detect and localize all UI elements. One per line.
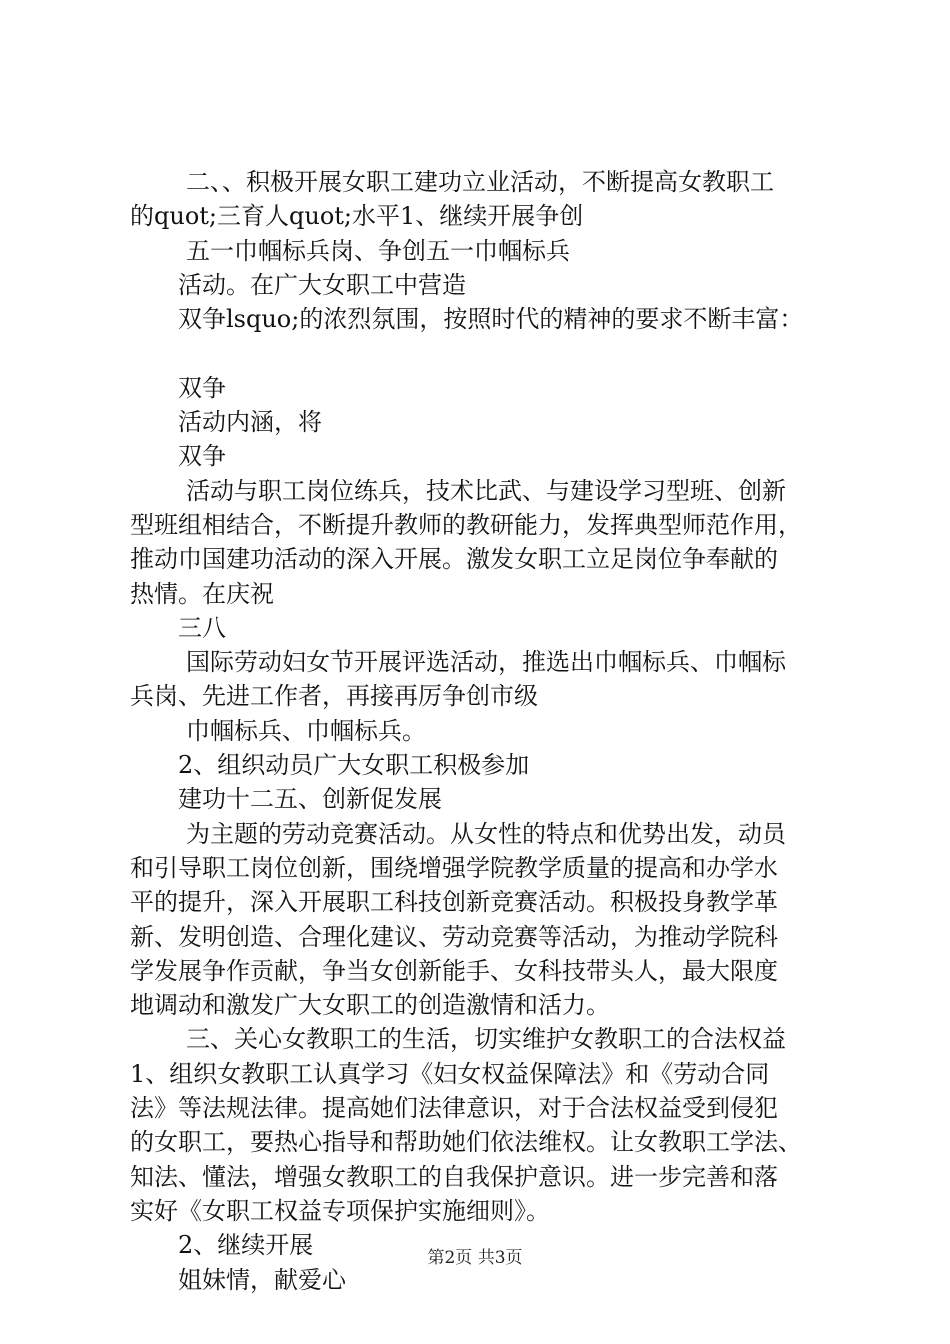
- text-line: 国际劳动妇女节开展评选活动，推选出巾帼标兵、巾帼标: [186, 648, 786, 677]
- page-number-footer: 第2页 共3页: [427, 1248, 523, 1268]
- text-line: 二、、积极开展女职工建功立业活动，不断提高女教职工: [186, 168, 774, 196]
- text-line: 活动。在广大女职工中营造: [178, 270, 466, 299]
- text-line: 热情。在庆祝: [130, 579, 274, 608]
- text-line: 五一巾帼标兵岗、争创五一巾帼标兵: [186, 236, 570, 265]
- text-line: 活动与职工岗位练兵，技术比武、与建设学习型班、创新: [186, 476, 786, 505]
- text-line: 和引导职工岗位创新，围绕增强学院教学质量的提高和办学水: [130, 853, 778, 882]
- text-line: 建功十二五、创新促发展: [178, 785, 442, 814]
- text-line: 活动内涵，将: [178, 408, 322, 437]
- text-line: 双争: [178, 442, 226, 471]
- text-line: 知法、懂法，增强女教职工的自我保护意识。进一步完善和落: [130, 1162, 778, 1191]
- text-line: 型班组相结合，不断提升教师的教研能力，发挥典型师范作用，: [130, 510, 802, 539]
- text-line: 姐妹情，献爱心: [178, 1265, 346, 1294]
- text-line: 学发展争作贡献，争当女创新能手、女科技带头人，最大限度: [130, 956, 778, 985]
- text-line: 的女职工，要热心指导和帮助她们依法维权。让女教职工学法、: [130, 1128, 802, 1157]
- blank-line: [130, 336, 830, 370]
- text-line: 2、组织动员广大女职工积极参加: [178, 751, 530, 780]
- text-line: 兵岗、先进工作者，再接再厉争创市级: [130, 682, 538, 711]
- text-line: 双争lsquo;的浓烈氛围，按照时代的精神的要求不断丰富：: [178, 305, 804, 334]
- text-line: 三、关心女教职工的生活，切实维护女教职工的合法权益: [186, 1025, 786, 1054]
- text-line: 为主题的劳动竞赛活动。从女性的特点和优势出发，动员: [186, 819, 786, 848]
- text-line: 法》等法规法律。提高她们法律意识，对于合法权益受到侵犯: [130, 1094, 778, 1123]
- text-line: 双争: [178, 373, 226, 402]
- text-line: 的quot;三育人quot;水平1、继续开展争创: [130, 202, 584, 231]
- document-body: [130, 165, 830, 1297]
- text-line: 实好《女职工权益专项保护实施细则》。: [130, 1196, 550, 1225]
- text-line: 地调动和激发广大女职工的创造激情和活力。: [130, 991, 610, 1020]
- text-line: 2、继续开展: [178, 1231, 314, 1260]
- text-line: 新、发明创造、合理化建议、劳动竞赛等活动，为推动学院科: [130, 922, 778, 951]
- text-line: 1、组织女教职工认真学习《妇女权益保障法》和《劳动合同: [130, 1059, 770, 1088]
- text-line: 推动巾国建功活动的深入开展。激发女职工立足岗位争奉献的: [130, 545, 778, 574]
- text-line: 三八: [178, 613, 226, 642]
- text-line: 巾帼标兵、巾帼标兵。: [186, 716, 426, 745]
- text-line: 平的提升，深入开展职工科技创新竞赛活动。积极投身教学革: [130, 888, 778, 917]
